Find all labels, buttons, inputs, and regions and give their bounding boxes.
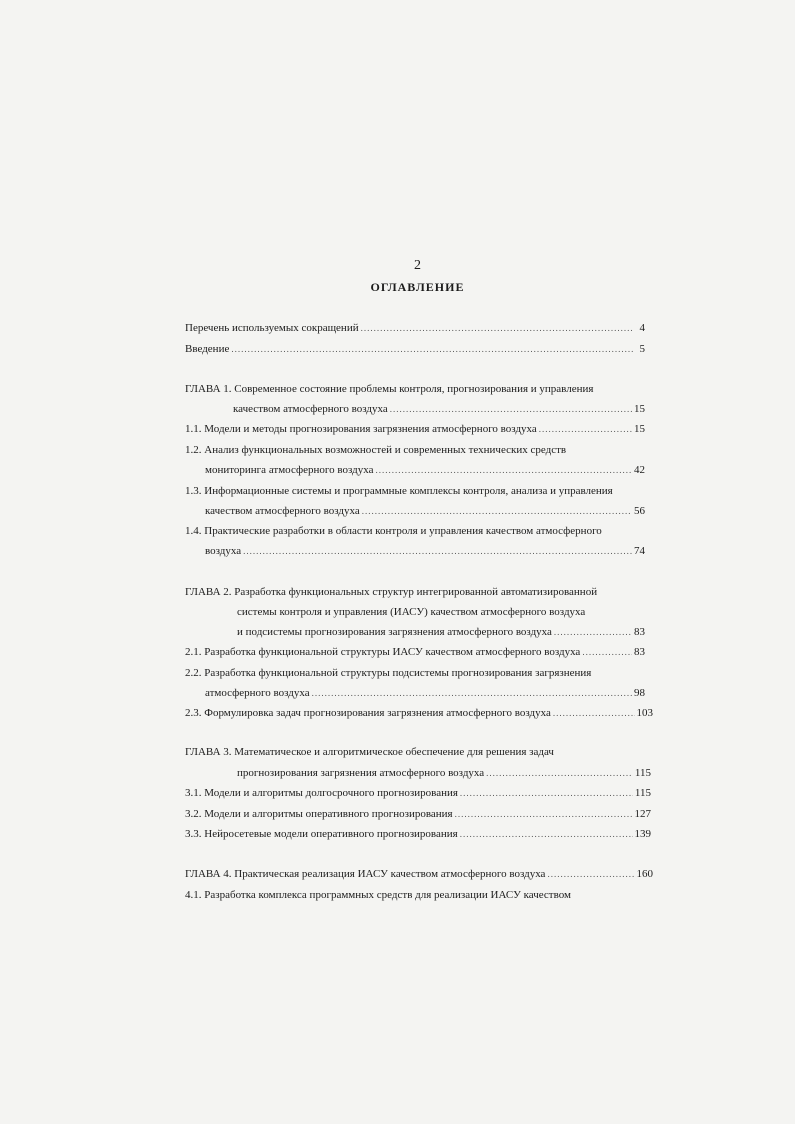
toc-leader <box>312 686 632 700</box>
toc-section-2-1 <box>185 645 645 659</box>
toc-page: 42 <box>634 464 645 476</box>
toc-section-2-2-line1: 2.2. Разработка функциональной структуры подсистемы прогнозирования загрязнения <box>185 667 592 679</box>
toc-leader <box>547 867 634 881</box>
toc-leader <box>460 786 633 800</box>
toc-page: 83 <box>634 646 645 658</box>
toc-section-2-2 <box>205 686 645 700</box>
toc-entry-text: и подсистемы прогнозирования загрязнения атмосферного воздуха <box>237 626 552 638</box>
toc-page: 74 <box>634 545 645 557</box>
page-number: 2 <box>414 258 421 273</box>
toc-entry-text: Введение <box>185 343 230 355</box>
toc-entry-text: мониторинга атмосферного воздуха <box>205 464 374 476</box>
toc-entry-text: 3.2. Модели и алгоритмы оперативного прогнозирования <box>185 808 453 820</box>
toc-page: 4 <box>639 322 645 334</box>
toc-chapter-3 <box>237 766 651 780</box>
toc-section-3-2 <box>185 807 651 821</box>
toc-leader <box>455 807 633 821</box>
toc-entry-text: 3.3. Нейросетевые модели оперативного прогнозирования <box>185 828 458 840</box>
toc-section-1-2-line1: 1.2. Анализ функциональных возможностей и современных технических средств <box>185 444 567 456</box>
toc-page: 83 <box>634 626 645 638</box>
toc-section-1-3-line1: 1.3. Информационные системы и программные комплексы контроля, анализа и управления <box>185 485 613 497</box>
toc-chapter-4 <box>185 867 653 881</box>
toc-page: 5 <box>639 343 645 355</box>
toc-entry-text: Перечень используемых сокращений <box>185 322 359 334</box>
toc-page: 127 <box>634 808 651 820</box>
toc-leader <box>390 402 632 416</box>
toc-chapter-1 <box>233 402 645 416</box>
toc-chapter-2-line2: системы контроля и управления (ИАСУ) качеством атмосферного воздуха <box>237 606 586 618</box>
toc-entry-text: 2.3. Формулировка задач прогнозирования загрязнения атмосферного воздуха <box>185 707 551 719</box>
toc-leader <box>539 422 632 436</box>
toc-leader <box>486 766 633 780</box>
toc-page: 160 <box>636 868 653 880</box>
toc-page: 56 <box>634 505 645 517</box>
toc-entry-text: 3.1. Модели и алгоритмы долгосрочного прогнозирования <box>185 787 458 799</box>
toc-entry-text: 1.1. Модели и методы прогнозирования загрязнения атмосферного воздуха <box>185 423 537 435</box>
toc-entry-text: атмосферного воздуха <box>205 687 310 699</box>
toc-leader <box>460 827 633 841</box>
toc-section-3-1 <box>185 786 651 800</box>
toc-section-1-2 <box>205 463 645 477</box>
toc-chapter-2 <box>237 625 645 639</box>
toc-leader <box>582 645 632 659</box>
toc-chapter-1-line1: ГЛАВА 1. Современное состояние проблемы контроля, прогнозирования и управления <box>185 383 594 395</box>
toc-page: 15 <box>634 403 645 415</box>
toc-chapter-3-line1: ГЛАВА 3. Математическое и алгоритмическое обеспечение для решения задач <box>185 746 554 758</box>
toc-leader <box>553 706 635 720</box>
toc-entry-abbr <box>185 321 645 335</box>
toc-section-1-4-line1: 1.4. Практические разработки в области контроля и управления качеством атмосферного <box>185 525 602 537</box>
toc-section-3-3 <box>185 827 651 841</box>
toc-leader <box>554 625 632 639</box>
toc-leader <box>361 321 633 335</box>
toc-entry-text: воздуха <box>205 545 242 557</box>
toc-section-2-3 <box>185 706 653 720</box>
toc-entry-text: 2.1. Разработка функциональной структуры ИАСУ качеством атмосферного воздуха <box>185 646 581 658</box>
toc-section-4-1-line1: 4.1. Разработка комплекса программных средств для реализации ИАСУ качеством <box>185 889 571 901</box>
toc-leader <box>362 504 632 518</box>
toc-page: 15 <box>634 423 645 435</box>
toc-page: 98 <box>634 687 645 699</box>
toc-section-1-3 <box>205 504 645 518</box>
toc-page: 103 <box>636 707 653 719</box>
toc-section-1-1 <box>185 422 645 436</box>
toc-entry-text: качеством атмосферного воздуха <box>233 403 388 415</box>
page-title: ОГЛАВЛЕНИЕ <box>370 280 465 294</box>
toc-leader <box>375 463 632 477</box>
toc-entry-text: ГЛАВА 4. Практическая реализация ИАСУ качеством атмосферного воздуха <box>185 868 546 880</box>
toc-leader <box>243 544 632 558</box>
toc-page: 139 <box>634 828 651 840</box>
toc-entry-intro <box>185 342 645 356</box>
toc-page: 115 <box>634 787 651 799</box>
toc-section-1-4 <box>205 544 645 558</box>
toc-page: 115 <box>634 767 651 779</box>
toc-entry-text: качеством атмосферного воздуха <box>205 505 360 517</box>
toc-entry-text: прогнозирования загрязнения атмосферного воздуха <box>237 767 485 779</box>
toc-chapter-2-line1: ГЛАВА 2. Разработка функциональных структур интегрированной автоматизированной <box>185 586 598 598</box>
toc-leader <box>231 342 633 356</box>
